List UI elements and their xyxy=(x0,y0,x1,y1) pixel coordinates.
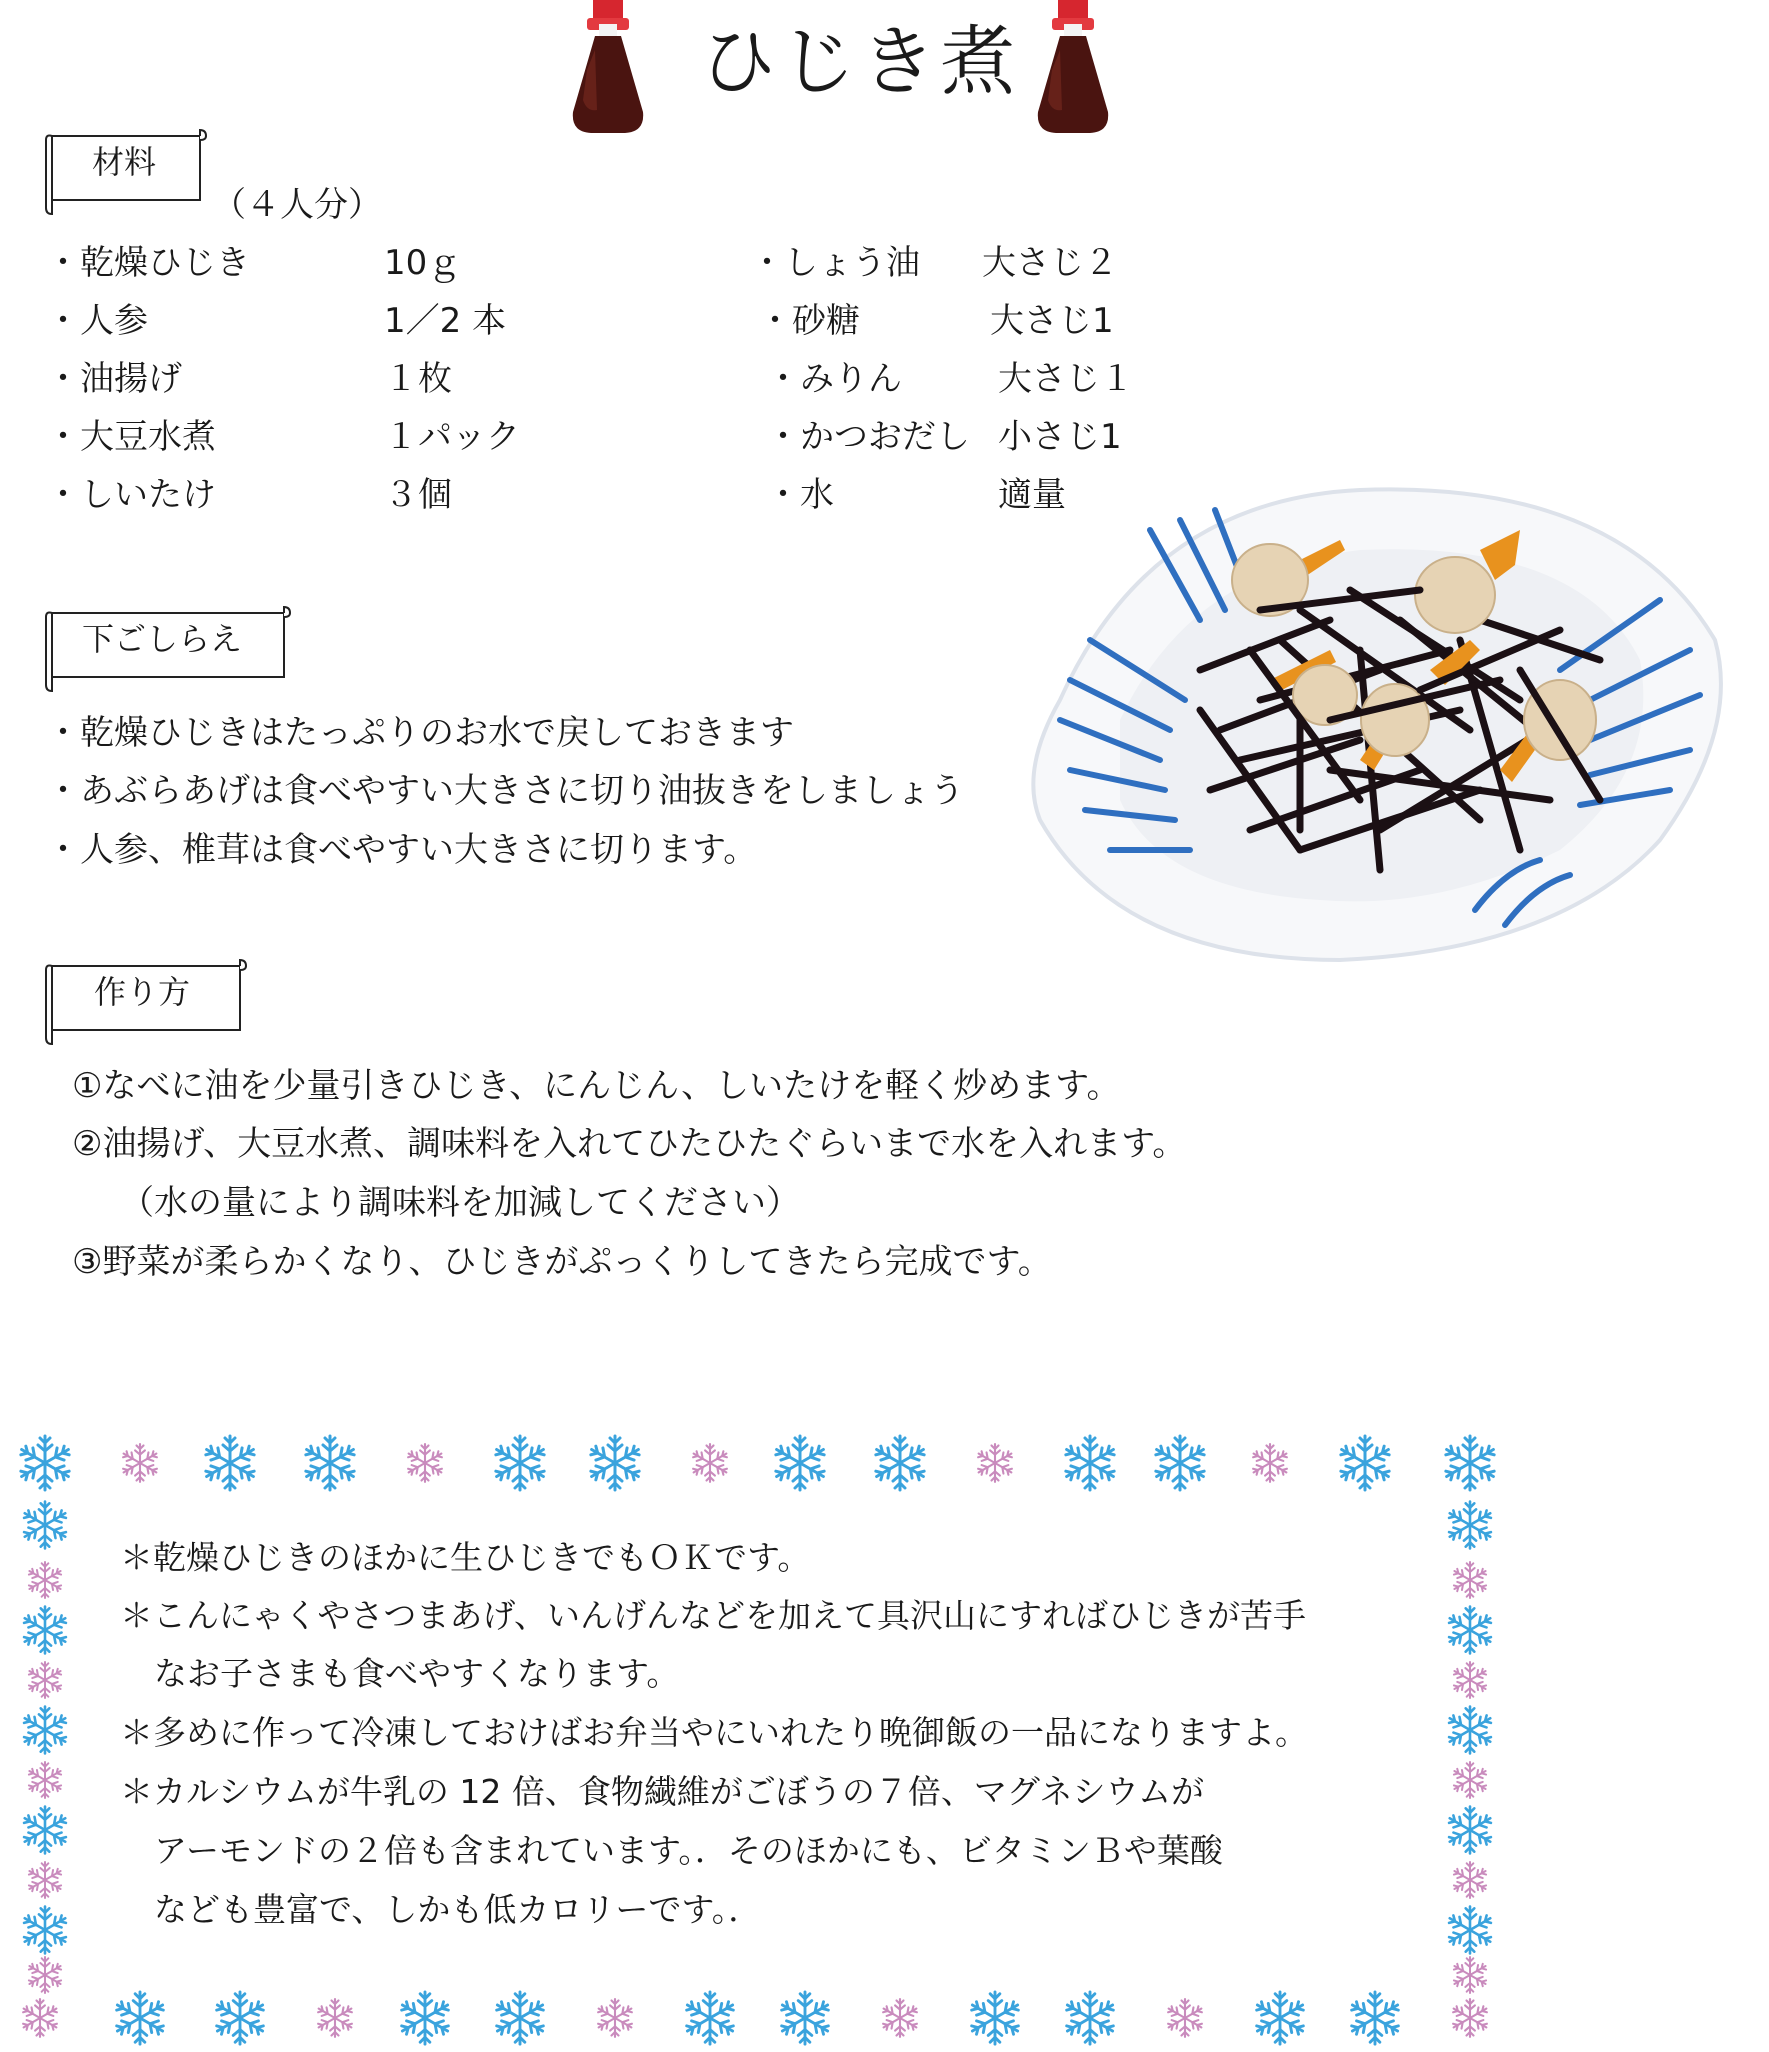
snowflake-icon xyxy=(773,1436,827,1490)
snowflake-icon xyxy=(976,1444,1014,1482)
snowflake-icon xyxy=(881,1999,919,2037)
snowflake-icon xyxy=(406,1444,444,1482)
method-step: ②油揚げ、大豆水煮、調味料を入れてひたひたぐらいまで水を入れます。 xyxy=(72,1124,1187,1164)
snowflake-icon xyxy=(1452,1957,1488,1993)
snowflake-icon xyxy=(1251,1444,1289,1482)
prep-step: ・乾燥ひじきはたっぷりのお水で戻しておきます xyxy=(46,713,794,753)
note-line: ＊乾燥ひじきのほかに生ひじきでもＯＫです。 xyxy=(120,1538,811,1577)
snowflake-icon xyxy=(1451,1999,1489,2037)
ingredient-name: ・人参 xyxy=(46,301,148,341)
snowflake-icon xyxy=(22,1807,69,1854)
snowflake-icon xyxy=(1349,1992,1401,2044)
snowflake-icon xyxy=(684,1992,736,2044)
prep-step: ・人参、椎茸は食べやすい大きさに切ります。 xyxy=(46,830,758,870)
snowflake-icon xyxy=(596,1999,634,2037)
note-line: ＊カルシウムが牛乳の 12 倍、食物繊維がごぼうの７倍、マグネシウムが xyxy=(120,1772,1205,1811)
ingredient-qty: 適量 xyxy=(998,475,1066,515)
section-heading-ingredients xyxy=(42,128,207,196)
snowflake-icon xyxy=(588,1436,642,1490)
ingredient-qty: 1／2 本 xyxy=(384,301,507,341)
soy-sauce-bottle-icon-left xyxy=(565,0,651,135)
recipe-title: ひじき煮 xyxy=(700,17,1020,106)
method-step-note: （水の量により調味料を加減してください） xyxy=(120,1183,800,1223)
snowflake-icon xyxy=(27,1562,63,1598)
note-line: なお子さまも食べやすくなります。 xyxy=(154,1654,680,1693)
snowflake-icon xyxy=(214,1992,266,2044)
snowflake-icon xyxy=(691,1444,729,1482)
snowflake-icon xyxy=(969,1992,1021,2044)
servings-label: （４人分） xyxy=(212,185,382,225)
snowflake-icon xyxy=(1254,1992,1306,2044)
ingredient-name: ・乾燥ひじき xyxy=(46,243,250,283)
snowflake-icon xyxy=(22,1607,69,1654)
hijiki-plate-illustration xyxy=(1000,470,1745,970)
snowflake-icon xyxy=(1063,1436,1117,1490)
snowflake-icon xyxy=(18,1436,72,1490)
section-heading-prep xyxy=(42,605,292,673)
snowflake-icon xyxy=(1447,1807,1494,1854)
ingredient-name: ・みりん xyxy=(766,359,902,399)
ingredient-name: ・かつおだし xyxy=(766,417,970,457)
snowflake-icon xyxy=(203,1436,257,1490)
method-step: ①なべに油を少量引きひじき、にんじん、しいたけを軽く炒めます。 xyxy=(72,1066,1121,1106)
ingredient-name: ・大豆水煮 xyxy=(46,417,216,457)
ingredient-qty: 10ｇ xyxy=(384,243,462,283)
snowflake-icon xyxy=(22,1907,69,1954)
section-label-method: 作り方 xyxy=(94,973,191,1011)
method-step: ③野菜が柔らかくなり、ひじきがぷっくりしてきたら完成です。 xyxy=(72,1242,1052,1282)
ingredient-qty: １パック xyxy=(384,417,520,457)
snowflake-icon xyxy=(1447,1907,1494,1954)
section-label-ingredients: 材料 xyxy=(92,143,157,181)
snowflake-icon xyxy=(27,1957,63,1993)
snowflake-icon xyxy=(1452,1862,1488,1898)
snowflake-icon xyxy=(27,1762,63,1798)
ingredient-name: ・砂糖 xyxy=(758,301,860,341)
soy-sauce-bottle-icon-right xyxy=(1030,0,1116,135)
snowflake-icon xyxy=(1338,1436,1392,1490)
ingredient-qty: 大さじ２ xyxy=(982,243,1118,283)
ingredient-name: ・油揚げ xyxy=(46,359,182,399)
snowflake-icon xyxy=(1452,1762,1488,1798)
snowflake-icon xyxy=(494,1992,546,2044)
snowflake-icon xyxy=(303,1436,357,1490)
snowflake-icon xyxy=(27,1862,63,1898)
snowflake-icon xyxy=(1153,1436,1207,1490)
ingredient-name: ・しょう油 xyxy=(750,243,920,283)
ingredient-qty: 大さじ１ xyxy=(998,359,1134,399)
ingredient-qty: ３個 xyxy=(384,475,452,515)
snowflake-icon xyxy=(493,1436,547,1490)
snowflake-icon xyxy=(121,1444,159,1482)
snowflake-icon xyxy=(22,1502,69,1549)
snowflake-icon xyxy=(1447,1502,1494,1549)
section-heading-method xyxy=(42,958,247,1026)
snowflake-icon xyxy=(1452,1662,1488,1698)
snowflake-icon xyxy=(399,1992,451,2044)
ingredient-qty: 大さじ1 xyxy=(990,301,1114,341)
note-line: なども豊富で、しかも低カロリーです。． xyxy=(154,1890,762,1929)
note-line: ＊こんにゃくやさつまあげ、いんげんなどを加えて具沢山にすればひじきが苦手 xyxy=(120,1596,1307,1635)
note-line: アーモンドの２倍も含まれています。．そのほかにも、ビタミンＢや葉酸 xyxy=(154,1831,1223,1870)
ingredient-name: ・水 xyxy=(766,475,834,515)
snowflake-icon xyxy=(316,1999,354,2037)
ingredient-qty: 小さじ1 xyxy=(998,417,1122,457)
snowflake-icon xyxy=(1166,1999,1204,2037)
snowflake-icon xyxy=(1443,1436,1497,1490)
ingredient-qty: １枚 xyxy=(384,359,452,399)
section-label-prep: 下ごしらえ xyxy=(82,620,243,658)
prep-step: ・あぶらあげは食べやすい大きさに切り油抜きをしましょう xyxy=(46,771,964,811)
snowflake-icon xyxy=(1064,1992,1116,2044)
snowflake-icon xyxy=(1452,1562,1488,1598)
ingredient-name: ・しいたけ xyxy=(46,475,216,515)
snowflake-icon xyxy=(873,1436,927,1490)
snowflake-icon xyxy=(22,1707,69,1754)
snowflake-icon xyxy=(779,1992,831,2044)
note-line: ＊多めに作って冷凍しておけばお弁当やにいれたり晩御飯の一品になりますよ。 xyxy=(120,1713,1308,1752)
snowflake-icon xyxy=(1447,1607,1494,1654)
snowflake-icon xyxy=(1447,1707,1494,1754)
snowflake-icon xyxy=(27,1662,63,1698)
snowflake-icon xyxy=(114,1992,166,2044)
snowflake-icon xyxy=(21,1999,59,2037)
